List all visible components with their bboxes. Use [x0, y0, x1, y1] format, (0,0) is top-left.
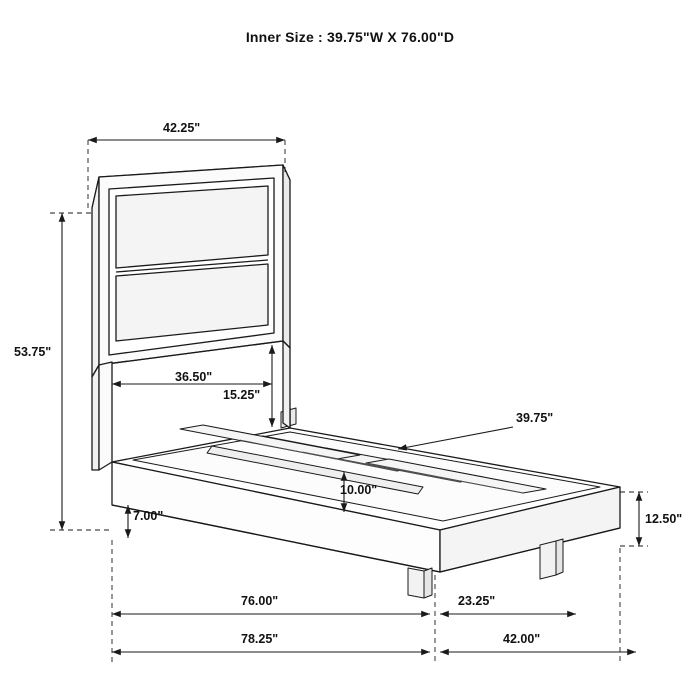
dim-label-footboard-depth: 23.25" — [458, 594, 496, 608]
dim-label-leg-clearance: 7.00" — [133, 509, 164, 523]
dim-label-headboard-panel-width: 36.50" — [175, 370, 213, 384]
dim-label-overall-length: 78.25" — [241, 632, 279, 646]
dim-label-overall-depth-side: 42.00" — [503, 632, 541, 646]
dim-label-side-rail-height: 12.50" — [645, 512, 683, 526]
page-title: Inner Size : 39.75"W X 76.00"D — [245, 29, 455, 45]
dim-label-headboard-width: 42.25" — [163, 121, 201, 135]
dim-label-rail-to-headboard-top: 15.25" — [223, 388, 261, 402]
dim-label-inner-depth: 76.00" — [241, 594, 279, 608]
dim-label-overall-height: 53.75" — [14, 345, 52, 359]
dim-label-inner-width: 39.75" — [516, 411, 554, 425]
dim-label-slat-clearance: 10.00" — [340, 483, 378, 497]
